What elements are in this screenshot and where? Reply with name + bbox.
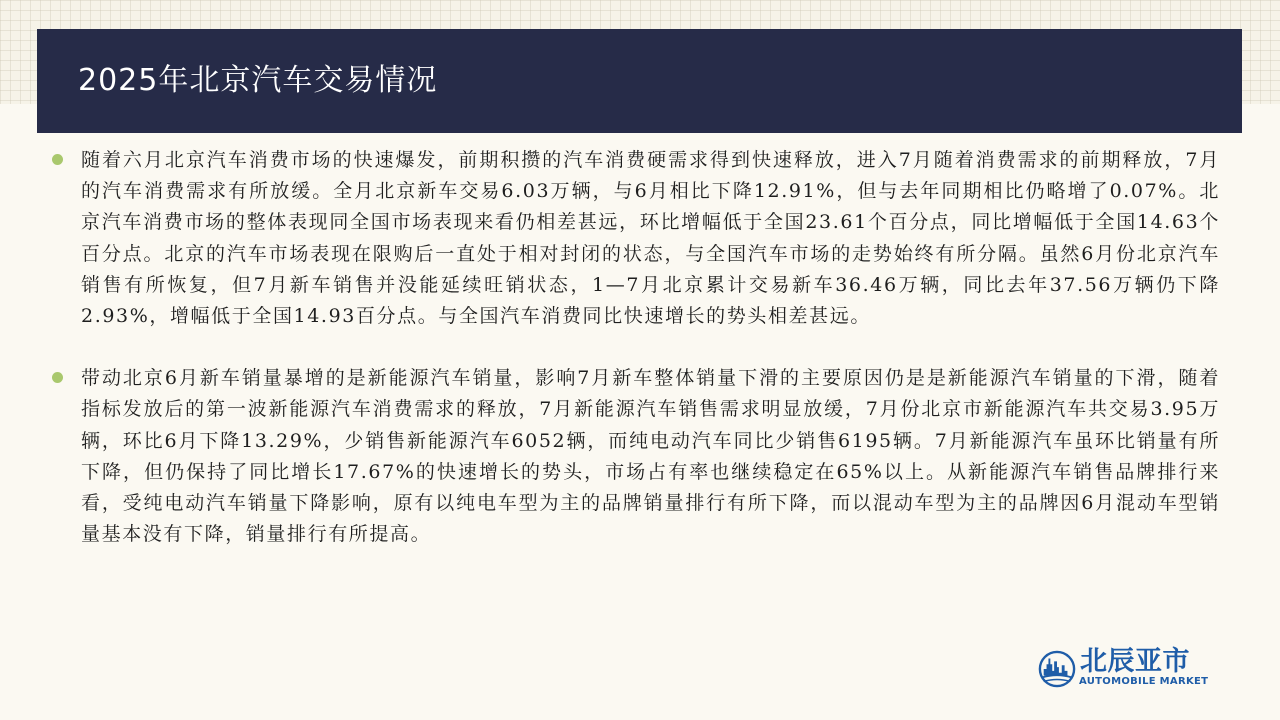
page-title: 2025年北京汽车交易情况 <box>78 63 438 98</box>
logo-name: 北辰亚市 <box>1080 646 1190 677</box>
logo-subtitle: AUTOMOBILE MARKET <box>1079 676 1209 687</box>
paragraph-text: 带动北京6月新车销量暴增的是新能源汽车销量，影响7月新车整体销量下滑的主要原因仍是是新能源汽车销量的下滑，随着指标发放后的第一波新能源汽车消费需求的释放，7月新能源汽车销售需求明显放缓，7月份北京市新能源汽车共交易3.95万辆，环比6月下降13.29%，少销售新能源汽车6052辆，而纯电动汽车同比少销售6195辆。7月新能源汽车虽环比销量有所下降，但仍保持了同比增长17.67%的快速增长的势头，市场占有率也继续稳定在65%以上。从新能源汽车销售品牌排行来看，受纯电动汽车销量下降影响，原有以纯电车型为主的品牌销量排行有所下降，而以混动车型为主的品牌因6月混动车型销量基本没有下降，销量排行有所提高。 <box>81 367 1220 546</box>
bullet-icon <box>52 372 63 383</box>
paragraph-2 <box>50 363 1220 550</box>
bullet-icon <box>52 154 63 165</box>
title-bar <box>37 29 1242 133</box>
brand-logo <box>1036 648 1208 692</box>
paragraph-text: 随着六月北京汽车消费市场的快速爆发，前期积攒的汽车消费硬需求得到快速释放，进入7月随着消费需求的前期释放，7月的汽车消费需求有所放缓。全月北京新车交易6.03万辆，与6月相比下降12.91%，但与去年同期相比仍略增了0.07%。北京汽车消费市场的整体表现同全国市场表现来看仍相差甚远，环比增幅低于全国23.61个百分点，同比增幅低于全国14.63个百分点。北京的汽车市场表现在限购后一直处于相对封闭的状态，与全国汽车市场的走势始终有所分隔。虽然6月份北京汽车销售有所恢复，但7月新车销售并没能延续旺销状态，1—7月北京累计交易新车36.46万辆，同比去年37.56万辆仍下降2.93%，增幅低于全国14.93百分点。与全国汽车消费同比快速增长的势头相差甚远。 <box>81 149 1220 328</box>
globe-skyline-icon <box>1038 650 1076 688</box>
content-area <box>50 145 1220 550</box>
paragraph-1 <box>50 145 1220 332</box>
